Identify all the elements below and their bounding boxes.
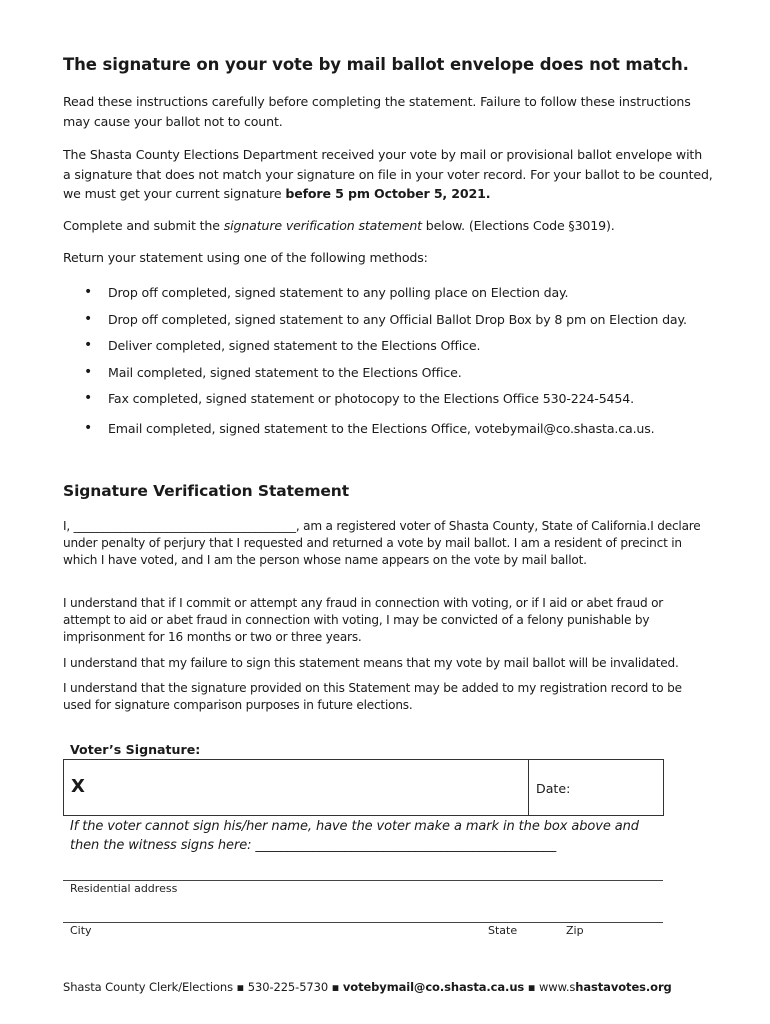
- voter-signature-label: Voter’s Signature:: [70, 742, 201, 757]
- footer-email[interactable]: votebymail@co.shasta.ca.us: [342, 980, 525, 994]
- footer-site-first-letter: s: [569, 980, 576, 994]
- intro-deadline-paragraph: [63, 145, 713, 204]
- witness-instructions: If the voter cannot sign his/her name, have the voter make a mark in the box above and then the witness signs here: _______________________________________________: [70, 819, 639, 853]
- statement-declaration: I, ______________________________________, am a registered voter of Shasta County, State of California.I declare under penalty of perjury that I requested and returned a vote by mail ballot. I am a resident of precinct in which I have voted, and I am the person whose name appears on the vote by mail ballot.: [63, 519, 701, 567]
- intro-complete-text-before: Complete and submit the: [63, 218, 224, 233]
- statement-fraud-warning: I understand that if I commit or attempt any fraud in connection with voting, or if I aid or abet fraud or attempt to aid or abet fraud in connection with voting, I may be convicted of a felony punishable by imprisonment for 16 months or two or three years.: [63, 596, 664, 644]
- list-item: • Deliver completed, signed statement to the Elections Office.: [63, 336, 723, 363]
- statement-name-italic: signature verification statement: [223, 218, 422, 233]
- footer-contact: [63, 980, 672, 994]
- signature-box[interactable]: [63, 759, 664, 816]
- zip-label: Zip: [566, 924, 584, 937]
- statement-heading: Signature Verification Statement: [63, 482, 350, 500]
- statement-failure-to-sign: I understand that my failure to sign this statement means that my vote by mail ballot will be invalidated.: [63, 656, 679, 670]
- list-item: • Drop off completed, signed statement to any Official Ballot Drop Box by 8 pm on Election day.: [63, 310, 723, 337]
- intro-instructions: Read these instructions carefully before completing the statement. Failure to follow these instructions may cause your ballot not to count.: [63, 94, 691, 129]
- list-item: • Fax completed, signed statement or photocopy to the Elections Office 530-224-5454.: [63, 389, 723, 416]
- list-item: • Email completed, signed statement to the Elections Office, votebymail@co.shasta.ca.us.: [63, 419, 723, 446]
- statement-signature-use: I understand that the signature provided on this Statement may be added to my registration record to be used for signature comparison purposes in future elections.: [63, 681, 682, 712]
- list-item: • Drop off completed, signed statement to any polling place on Election day.: [63, 283, 723, 310]
- state-label: State: [488, 924, 518, 937]
- return-methods-intro: Return your statement using one of the following methods:: [63, 250, 428, 265]
- residential-address-label: Residential address: [70, 882, 178, 895]
- list-item: • Mail completed, signed statement to the Elections Office.: [63, 363, 723, 390]
- deadline-date: before 5 pm October 5, 2021.: [285, 186, 491, 201]
- intro-deadline-text: The Shasta County Elections Department received your vote by mail or provisional ballot envelope with a signature that does not match your signature on file in your voter record. For your ballot to be counted, we must get your current signature: [63, 147, 713, 201]
- intro-complete-text-after: below. (Elections Code §3019).: [421, 218, 615, 233]
- residential-address-line[interactable]: [63, 880, 663, 881]
- return-methods-list: [63, 283, 723, 446]
- date-field-label: Date:: [536, 781, 571, 796]
- city-label: City: [70, 924, 92, 937]
- signature-date-divider: [528, 760, 529, 815]
- page-title: The signature on your vote by mail ballot envelope does not match.: [63, 55, 689, 74]
- city-state-zip-line[interactable]: [63, 922, 663, 923]
- footer-separator: ▪ www.: [524, 980, 570, 994]
- signature-x-mark: X: [71, 776, 85, 797]
- intro-complete-paragraph: [63, 216, 713, 236]
- footer-website[interactable]: hastavotes.org: [575, 980, 672, 994]
- footer-office: Shasta County Clerk/Elections ▪ 530-225-5730 ▪: [63, 980, 343, 994]
